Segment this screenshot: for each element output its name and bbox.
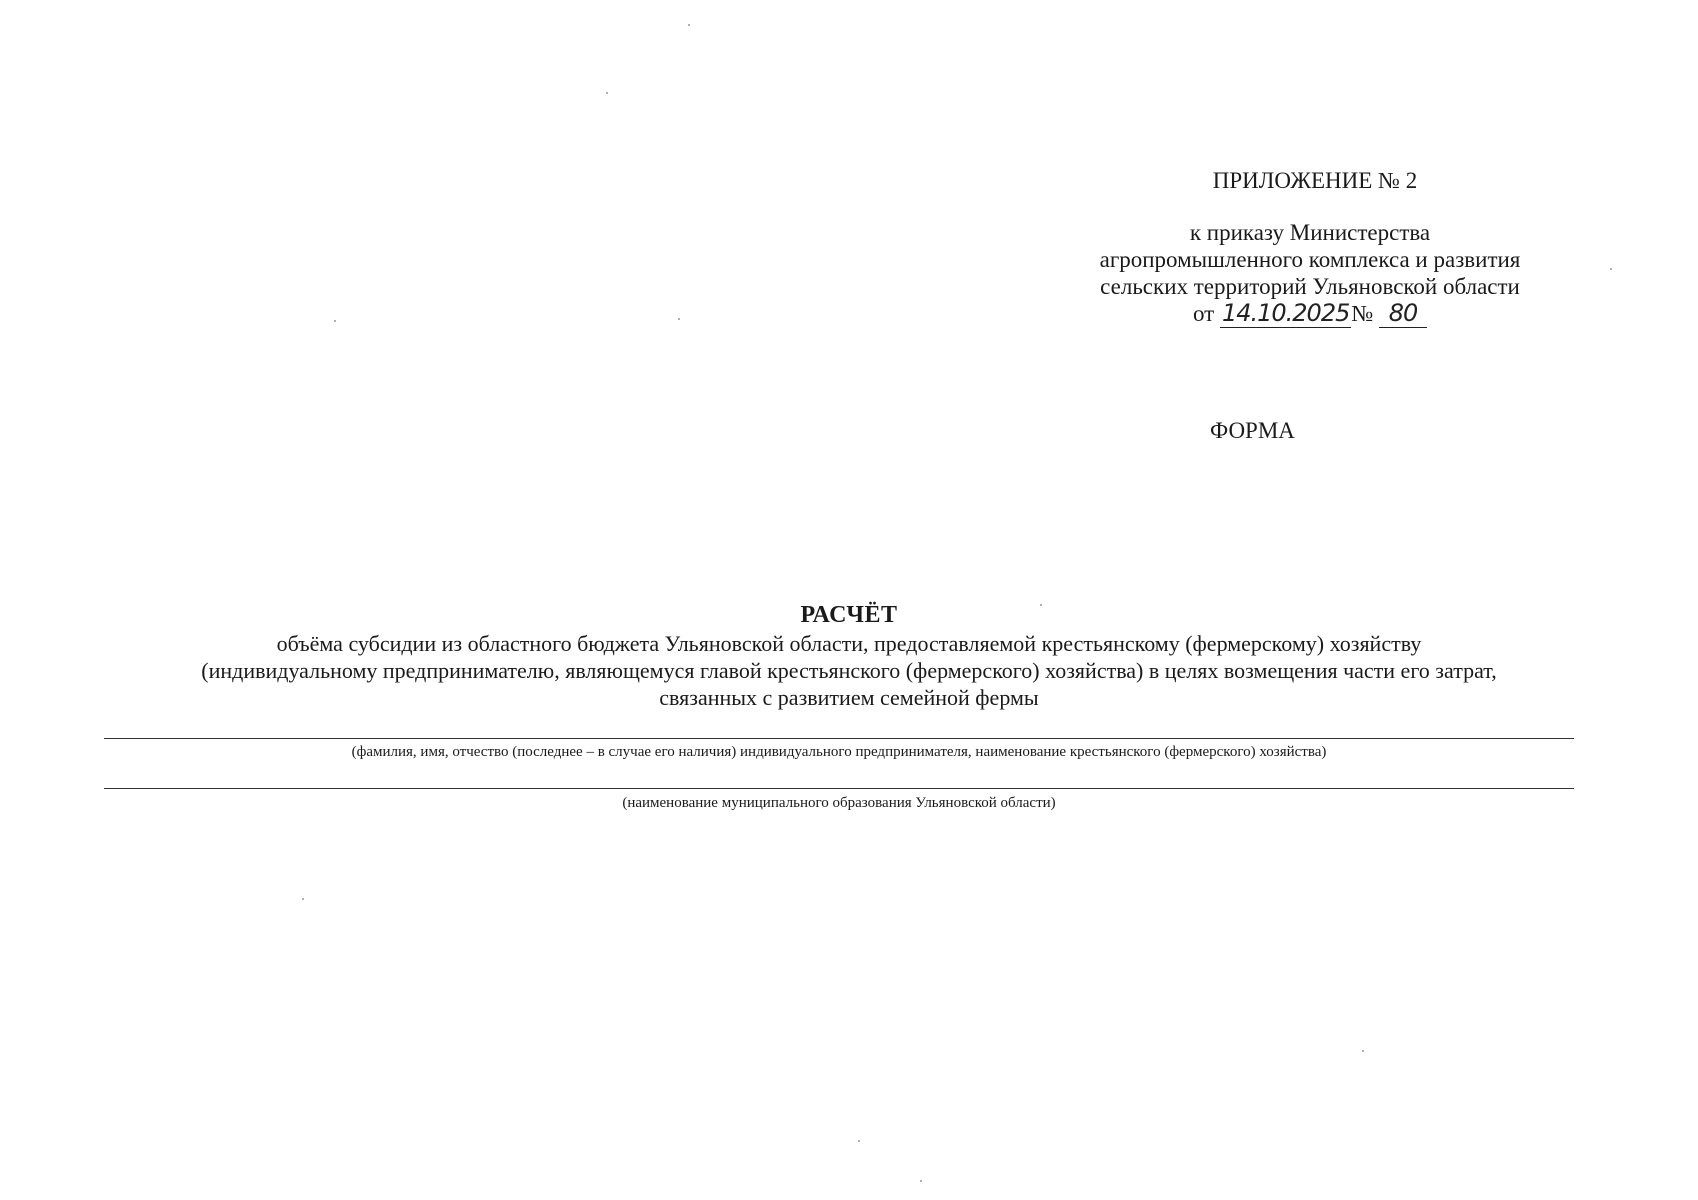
- scan-speck: [920, 1180, 922, 1182]
- calculation-line-3: связанных с развитием семейной фермы: [659, 685, 1039, 710]
- calculation-line-1: объёма субсидии из областного бюджета Ульяновской области, предоставляемой крестьянскому (фермерскому) хозяйству: [276, 631, 1422, 656]
- order-line-2: агропромышленного комплекса и развития: [1099, 247, 1521, 272]
- order-date: 14.10.2025: [1221, 299, 1350, 327]
- municipality-line[interactable]: [104, 788, 1574, 789]
- applicant-name-caption: (фамилия, имя, отчество (последнее – в случае его наличия) индивидуального предпринимателя, наименование крестьянского (фермерского) хозяйства): [351, 744, 1327, 760]
- date-prefix: от: [1192, 301, 1215, 326]
- scan-speck: [1040, 604, 1042, 606]
- scan-speck: [1610, 268, 1612, 270]
- scan-speck: [688, 24, 690, 26]
- number-prefix: №: [1351, 301, 1374, 326]
- scan-speck: [606, 92, 608, 94]
- form-label: ФОРМА: [1210, 418, 1295, 443]
- scan-speck: [678, 318, 680, 320]
- calculation-line-2: (индивидуальному предпринимателю, являющемуся главой крестьянского (фермерского) хозяйства) в целях возмещения части его затрат,: [201, 658, 1497, 683]
- order-line-3: сельских территорий Ульяновской области: [1100, 274, 1520, 299]
- scan-speck: [302, 898, 304, 900]
- scan-speck: [1362, 1050, 1364, 1052]
- calculation-title: РАСЧЁТ: [800, 602, 898, 628]
- municipality-caption: (наименование муниципального образования Ульяновской области): [622, 795, 1056, 811]
- calculation-description: [100, 630, 1598, 711]
- order-date-line: [1193, 300, 1427, 328]
- scan-speck: [858, 1140, 860, 1142]
- order-number: 80: [1379, 300, 1427, 328]
- order-line-1: к приказу Министерства: [1189, 220, 1431, 245]
- order-reference: [1060, 219, 1560, 328]
- scan-speck: [334, 320, 336, 322]
- appendix-title: ПРИЛОЖЕНИЕ № 2: [1212, 168, 1418, 193]
- applicant-name-line[interactable]: [104, 738, 1574, 739]
